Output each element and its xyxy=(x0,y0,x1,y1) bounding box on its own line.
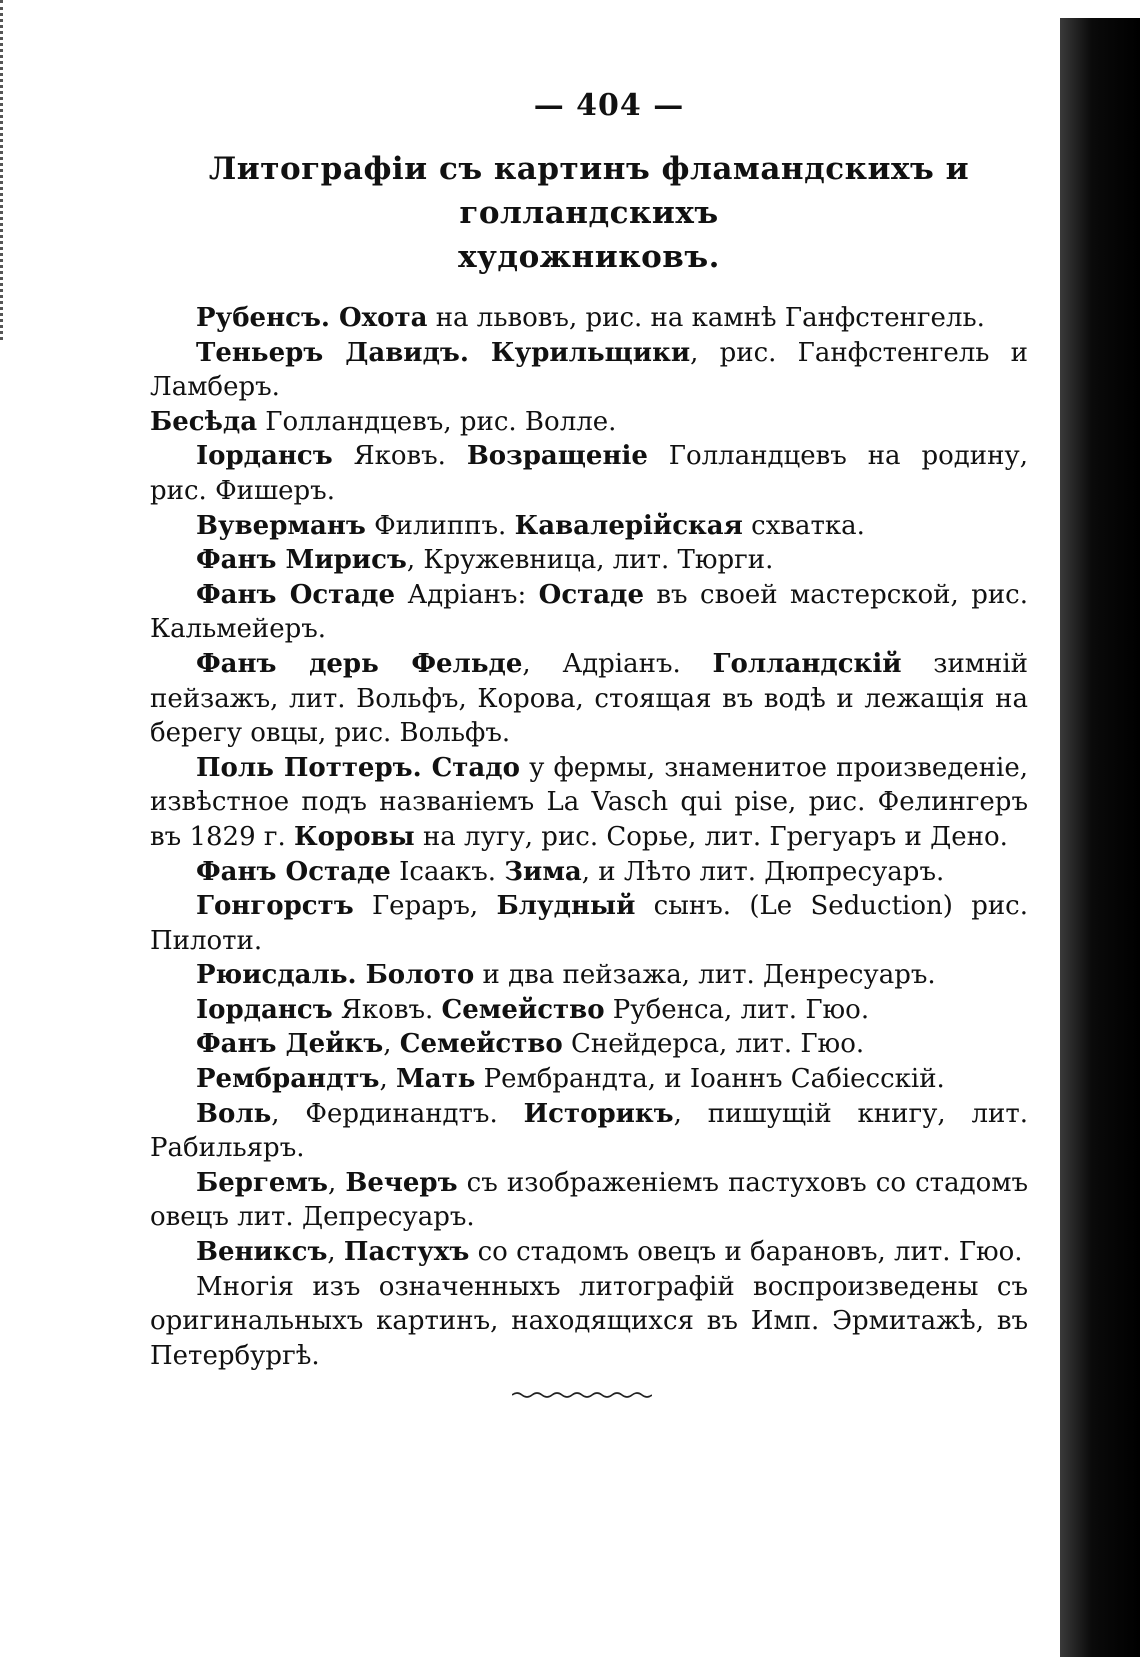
entry-text: , Кружевница, лит. Тюрги. xyxy=(406,545,774,576)
decorative-separator xyxy=(512,1390,652,1400)
entry-name-bold: Историкъ xyxy=(523,1098,674,1129)
entry-name-bold: Кавалерійская xyxy=(514,510,743,541)
catalog-entry xyxy=(150,1027,1028,1062)
entry-name-bold: Блудный xyxy=(496,891,636,922)
entry-text: , пишущій книгу, лит. Рабильяръ. xyxy=(150,1098,1029,1164)
section-heading xyxy=(150,147,1028,279)
entry-text: Гераръ, xyxy=(353,891,497,922)
catalog-entry xyxy=(150,889,1028,958)
catalog-entry xyxy=(150,509,1028,544)
catalog-entry xyxy=(150,855,1028,890)
catalog-entry xyxy=(150,336,1028,405)
entry-name-bold: Вуверманъ xyxy=(196,510,366,541)
catalog-entry xyxy=(150,647,1028,751)
entry-name-bold: Фанъ Мирисъ xyxy=(196,545,407,576)
heading-line-1: Литографіи съ картинъ фламандскихъ и голландскихъ xyxy=(208,151,970,231)
entry-name-bold: Вениксъ xyxy=(196,1237,328,1268)
entry-name-bold: Іордансъ xyxy=(196,441,333,472)
entry-text: Филиппъ. xyxy=(365,510,515,541)
page-number: — 404 — xyxy=(533,88,685,123)
entry-name-bold: Гонгорстъ xyxy=(196,891,354,922)
entry-name-bold: Поль Поттеръ. Стадо xyxy=(196,752,520,783)
catalog-entry xyxy=(150,958,1028,993)
entry-text: сынъ. (Le Seduction) рис. Пилоти. xyxy=(150,891,1028,956)
entry-name-bold: Остаде xyxy=(538,579,644,610)
entry-text: со стадомъ овецъ и барановъ, лит. Гюо. xyxy=(469,1237,1023,1268)
entry-text: съ изображеніемъ пастуховъ со стадомъ овецъ лит. Депресуаръ. xyxy=(150,1167,1028,1233)
entry-text: зимній пейзажъ, лит. Вольфъ, Корова, стоящая въ водѣ и лежащія на берегу овцы, рис. Вольфъ. xyxy=(150,648,1028,749)
entry-name-bold: Пастухъ xyxy=(343,1237,470,1268)
page-content xyxy=(150,88,1028,1373)
entry-text: Ісаакъ. xyxy=(390,856,505,887)
entry-text: Многія изъ означенныхъ литографій воспроизведены съ оригинальныхъ картинъ, находящихся въ Имп. Эрмитажѣ, въ Петербургѣ. xyxy=(150,1271,1028,1371)
entry-text: , рис. Ганфстенгель и Ламберъ. xyxy=(150,337,1028,403)
entry-name-bold: Возращеніе xyxy=(466,441,648,472)
entry-text: Рубенса, лит. Гюо. xyxy=(604,994,870,1025)
entry-name-bold: Іордансъ xyxy=(196,994,333,1025)
catalog-entry xyxy=(150,1062,1028,1097)
entry-text: на лугу, рис. Сорье, лит. Грегуаръ и Дено. xyxy=(414,821,1008,852)
catalog-entry xyxy=(150,543,1028,578)
entry-name-bold: Воль xyxy=(196,1098,272,1129)
entry-text: въ своей мастерской, рис. Кальмейеръ. xyxy=(150,579,1028,645)
entry-name-bold: Фанъ дерь Фельде xyxy=(196,648,523,679)
entry-text: у фермы, знаменитое произведеніе, извѣстное подъ названіемъ La Vasch qui pise, рис. Фелингеръ въ 1829 г. xyxy=(150,752,1028,852)
entry-text: и два пейзажа, лит. Денресуаръ. xyxy=(474,960,936,991)
entry-text: , xyxy=(379,1064,396,1095)
entry-text: Голландцевъ, рис. Волле. xyxy=(257,406,617,437)
heading-line-2: художниковъ. xyxy=(458,239,720,275)
entry-name-bold: Бесѣда xyxy=(150,406,258,437)
entry-name-bold: Семейство xyxy=(441,994,605,1025)
entry-name-bold: Бергемъ xyxy=(196,1167,328,1198)
entry-text: Снейдерса, лит. Гюо. xyxy=(562,1029,865,1060)
entry-text: на львовъ, рис. на камнѣ Ганфстенгель. xyxy=(427,303,985,333)
entry-name-bold: Фанъ Дейкъ xyxy=(196,1029,384,1060)
entries-list xyxy=(150,301,1028,1373)
entry-name-bold: Вечеръ xyxy=(345,1167,458,1198)
entry-name-bold: Рубенсъ. Охота xyxy=(196,303,428,333)
catalog-entry xyxy=(150,301,1028,336)
entry-name-bold: Зима xyxy=(504,856,582,887)
catalog-entry xyxy=(150,578,1028,647)
scan-edge-right xyxy=(1060,18,1140,1657)
entry-text: , xyxy=(327,1167,346,1198)
catalog-entry xyxy=(150,993,1028,1028)
entry-name-bold: Фанъ Остаде xyxy=(196,579,396,610)
catalog-entry xyxy=(150,1097,1028,1166)
catalog-entry xyxy=(150,405,1028,440)
entry-text: Адріанъ: xyxy=(395,579,539,610)
catalog-entry xyxy=(150,1270,1028,1374)
entry-name-bold: Фанъ Остаде xyxy=(196,856,391,887)
entry-text: , и Лѣто лит. Дюпресуаръ. xyxy=(581,856,945,887)
entry-name-bold: Мать xyxy=(396,1064,476,1095)
entry-text: Яковъ. xyxy=(332,441,467,472)
entry-name-bold: Коровы xyxy=(294,821,415,852)
entry-name-bold: Рембрандтъ xyxy=(196,1064,380,1095)
entry-text: , xyxy=(327,1237,344,1268)
catalog-entry xyxy=(150,439,1028,508)
entry-name-bold: Голландскій xyxy=(712,648,902,679)
catalog-entry xyxy=(150,1166,1028,1235)
entry-name-bold: Семейство xyxy=(399,1029,563,1060)
entry-text: , Фердинандтъ. xyxy=(271,1098,524,1129)
entry-text: , xyxy=(383,1029,400,1060)
entry-text: схватка. xyxy=(742,510,865,541)
entry-text: Яковъ. xyxy=(332,994,442,1025)
entry-text: Рембрандта, и Іоаннъ Сабіесскій. xyxy=(475,1064,945,1095)
entry-text: Голландцевъ на родину, рис. Фишеръ. xyxy=(150,441,1028,506)
entry-text: , Адріанъ. xyxy=(522,648,713,679)
catalog-entry xyxy=(150,1235,1028,1270)
entry-name-bold: Рюисдаль. Болото xyxy=(196,960,475,991)
catalog-entry xyxy=(150,751,1028,855)
entry-name-bold: Теньеръ Давидъ. Курильщики xyxy=(196,337,691,368)
scan-edge-left xyxy=(0,0,17,340)
